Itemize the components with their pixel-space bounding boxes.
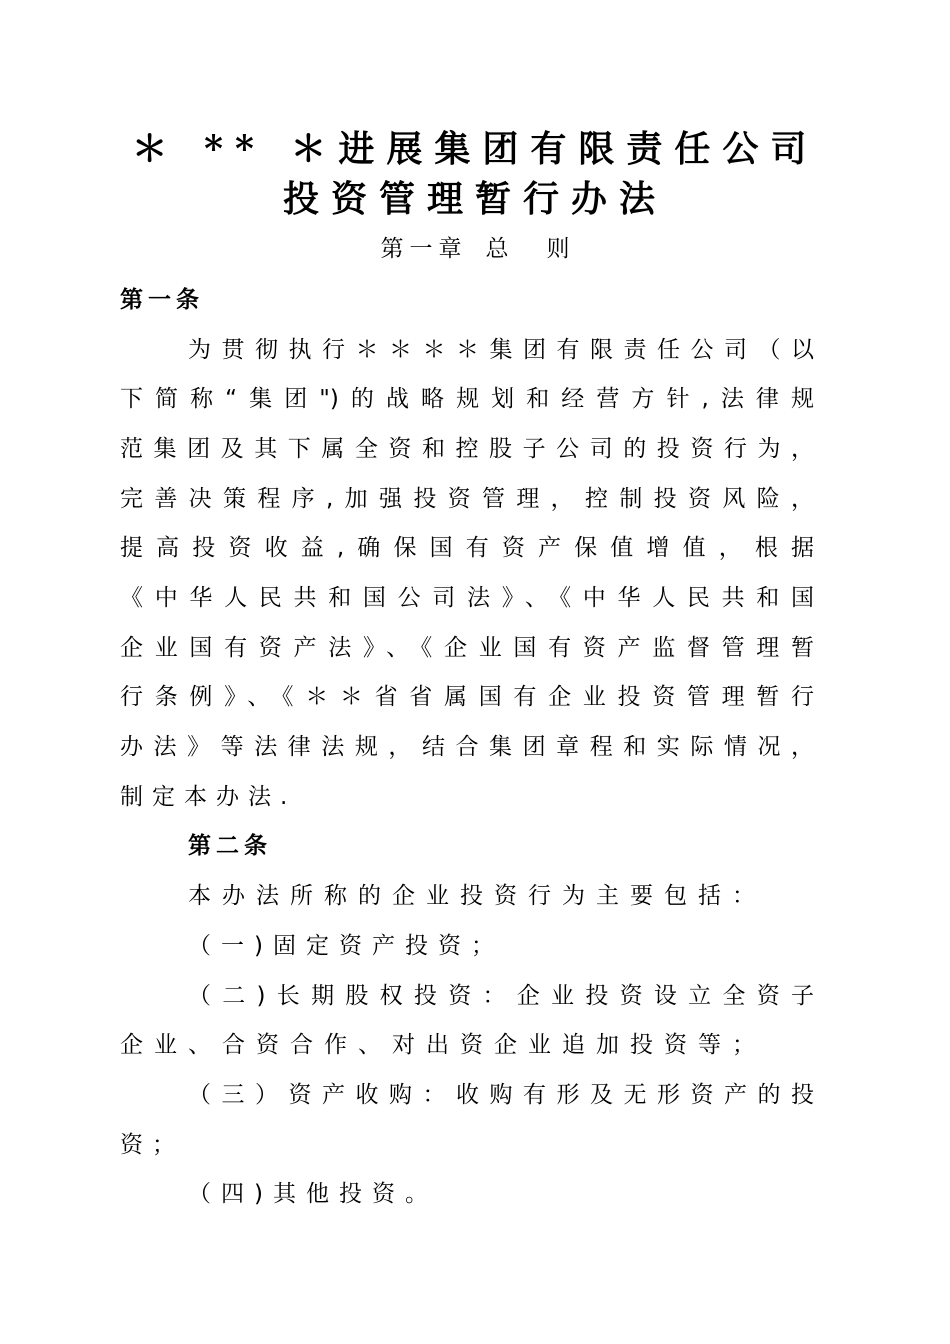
article-1-line: 制定本办法. xyxy=(120,784,297,810)
chapter-word-2: 则 xyxy=(546,236,570,262)
chapter-label: 第一章 xyxy=(380,236,468,262)
article-2-line: 资； xyxy=(120,1132,184,1158)
article-2-line: 企业、合资合作、对出资企业追加投资等； xyxy=(120,1032,766,1058)
article-1-line: 办法》等法律法规，结合集团章程和实际情况， xyxy=(120,734,814,760)
chapter-heading xyxy=(0,232,950,266)
chapter-word-1: 总 xyxy=(485,236,509,262)
article-1-heading: 第一条 xyxy=(120,287,204,313)
article-2-line: （四)其他投资。 xyxy=(188,1181,438,1207)
article-1-line: 下简称“集团")的战略规划和经营方针,法律规 xyxy=(120,386,814,412)
article-1-line: 企业国有资产法》、《企业国有资产监督管理暂 xyxy=(120,635,814,661)
article-1-line: 范集团及其下属全资和控股子公司的投资行为， xyxy=(120,436,814,462)
document-title-line1: ＊ ** ＊进展集团有限责任公司 xyxy=(131,128,819,170)
article-1-line: 为贯彻执行＊＊＊＊集团有限责任公司（以 xyxy=(188,337,814,363)
article-2-line: （二)长期股权投资：企业投资设立全资子 xyxy=(188,983,814,1009)
article-1-line: 完善决策程序,加强投资管理，控制投资风险， xyxy=(120,486,814,512)
article-2-line: （一)固定资产投资； xyxy=(188,933,504,959)
article-1-line: 行条例》、《＊＊省省属国有企业投资管理暂行 xyxy=(120,684,814,710)
article-2-line: （三）资产收购：收购有形及无形资产的投 xyxy=(188,1082,814,1108)
document-title-line2: 投资管理暂行办法 xyxy=(282,178,667,220)
article-1-line: 提高投资收益,确保国有资产保值增值，根据 xyxy=(120,535,814,561)
article-2-line: 本办法所称的企业投资行为主要包括： xyxy=(188,883,766,909)
article-1-line: 《中华人民共和国公司法》、《中华人民共和国 xyxy=(120,585,814,611)
article-2-heading: 第二条 xyxy=(188,833,272,859)
